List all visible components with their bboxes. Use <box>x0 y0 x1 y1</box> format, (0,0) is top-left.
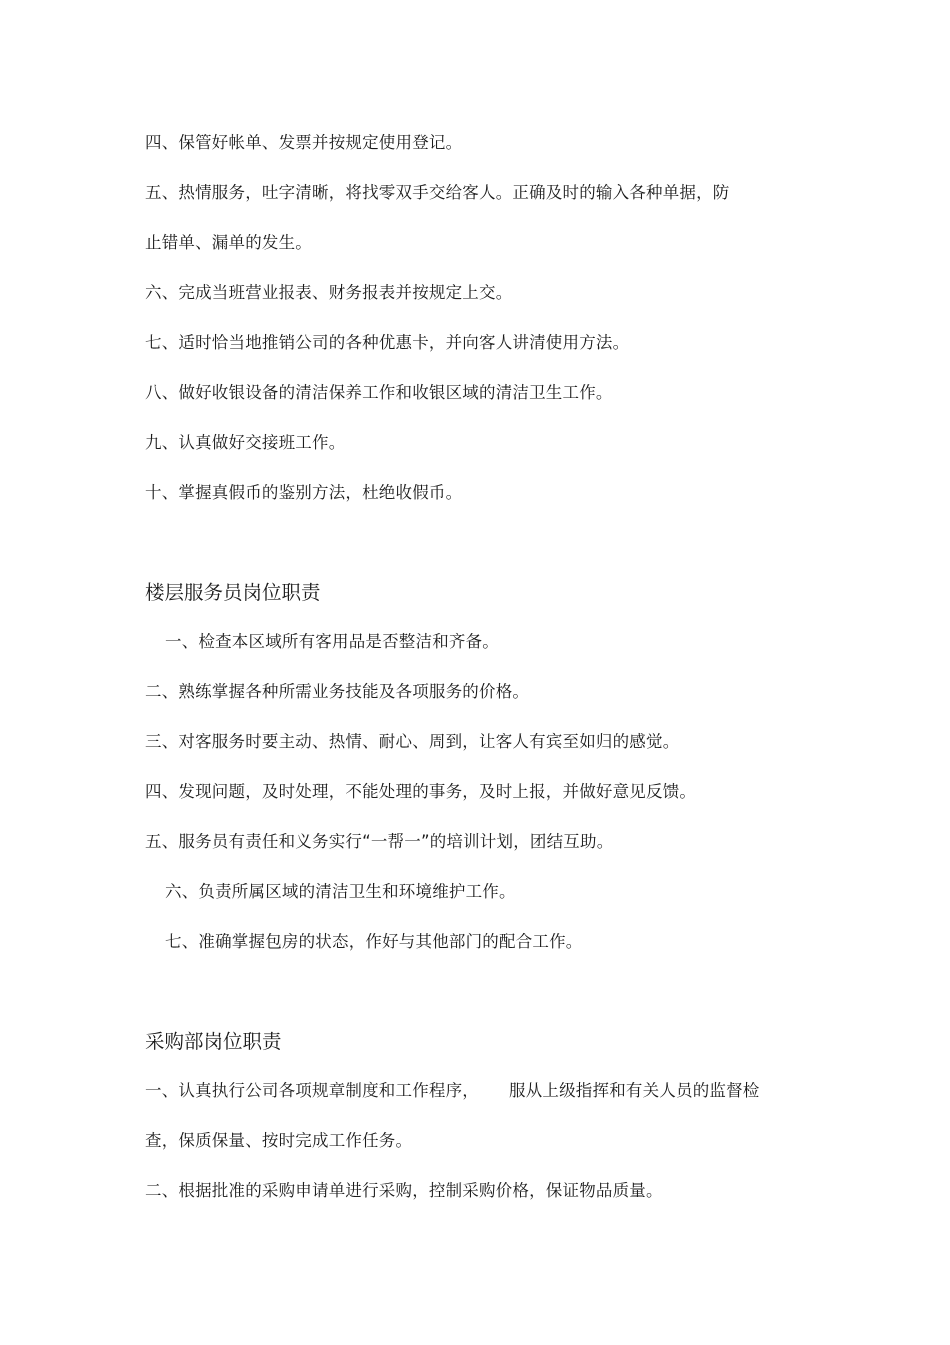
floor-item-1: 一、检查本区域所有客用品是否整洁和齐备。 <box>165 632 499 651</box>
floor-section-title: 楼层服务员岗位职责 <box>145 581 321 604</box>
cashier-item-5-cont: 止错单、漏单的发生。 <box>145 233 312 252</box>
floor-item-7: 七、准确掌握包房的状态，作好与其他部门的配合工作。 <box>165 932 583 951</box>
purchasing-item-2: 二、根据批准的采购申请单进行采购，控制采购价格，保证物品质量。 <box>145 1181 663 1200</box>
floor-item-4: 四、发现问题，及时处理，不能处理的事务，及时上报，并做好意见反馈。 <box>145 782 697 801</box>
floor-item-2: 二、熟练掌握各种所需业务技能及各项服务的价格。 <box>145 682 530 701</box>
floor-item-5: 五、服务员有责任和义务实行“一帮一”的培训计划，团结互助。 <box>145 832 614 851</box>
cashier-item-7: 七、适时恰当地推销公司的各种优惠卡，并向客人讲清使用方法。 <box>145 333 630 352</box>
cashier-item-9: 九、认真做好交接班工作。 <box>145 433 346 452</box>
purchasing-section-title: 采购部岗位职责 <box>145 1030 282 1053</box>
cashier-item-10: 十、掌握真假币的鉴别方法，杜绝收假币。 <box>145 483 463 502</box>
purchasing-item-1-cont: 查，保质保量、按时完成工作任务。 <box>145 1131 413 1150</box>
cashier-item-6: 六、完成当班营业报表、财务报表并按规定上交。 <box>145 283 513 302</box>
purchasing-item-1 <box>145 1080 760 1102</box>
purchasing-item-1-part2: 服从上级指挥和有关人员的监督检 <box>509 1081 760 1100</box>
floor-item-3: 三、对客服务时要主动、热情、耐心、周到，让客人有宾至如归的感觉。 <box>145 732 680 751</box>
floor-item-6: 六、负责所属区域的清洁卫生和环境维护工作。 <box>165 882 516 901</box>
purchasing-item-1-part1: 一、认真执行公司各项规章制度和工作程序， <box>145 1081 479 1100</box>
cashier-item-8: 八、做好收银设备的清洁保养工作和收银区域的清洁卫生工作。 <box>145 383 613 402</box>
cashier-item-5: 五、热情服务，吐字清晰，将找零双手交给客人。正确及时的输入各种单据，防 <box>145 183 730 202</box>
cashier-item-4: 四、保管好帐单、发票并按规定使用登记。 <box>145 133 463 152</box>
